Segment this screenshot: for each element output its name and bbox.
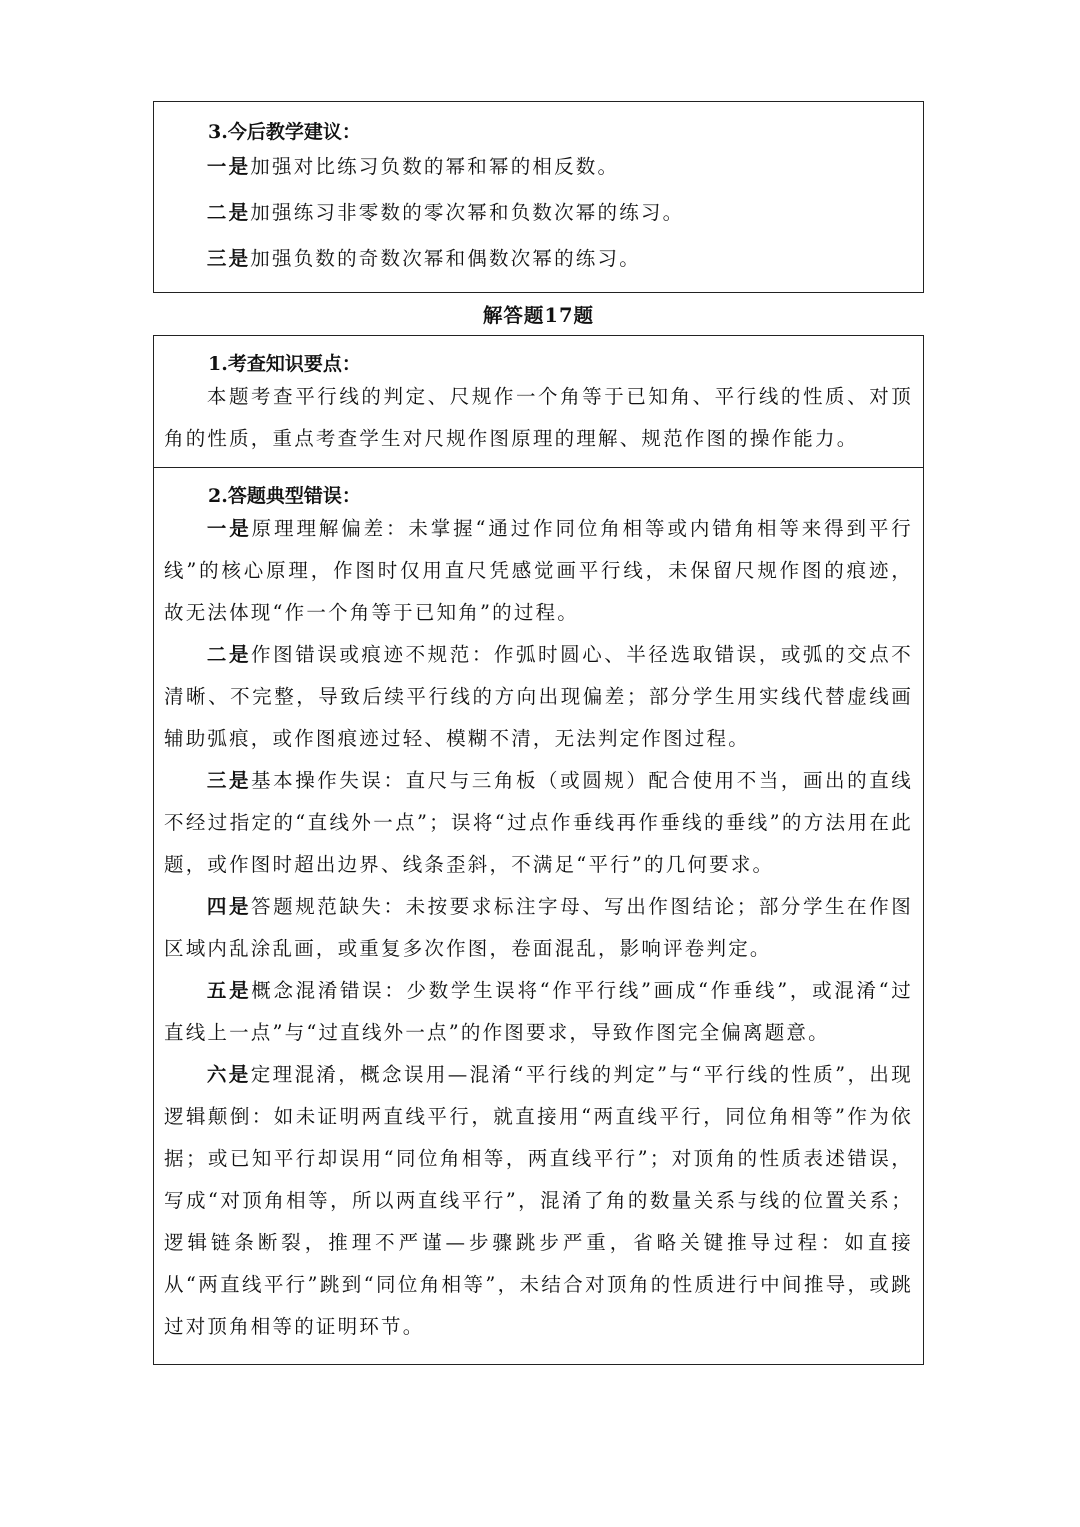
section-heading: 3.今后教学建议： bbox=[208, 121, 361, 143]
knowledge-points-cell bbox=[154, 336, 923, 468]
typical-errors-cell bbox=[154, 468, 923, 1348]
error-item: 五是概念混淆错误：少数学生误将“作平行线”画成“作垂线”，或混淆“过直线上一点”与“过直线外一点”的作图要求，导致作图完全偏离题意。 bbox=[164, 979, 913, 1044]
error-item: 四是答题规范缺失：未按要求标注字母、写出作图结论；部分学生在作图区域内乱涂乱画，或重复多次作图，卷面混乱，影响评卷判定。 bbox=[164, 895, 913, 960]
suggestion-item: 二是加强练习非零数的零次幂和负数次幂的练习。 bbox=[206, 201, 685, 224]
question-caption: 解答题17题 bbox=[482, 304, 595, 327]
error-item: 六是定理混淆，概念误用—混淆“平行线的判定”与“平行线的性质”，出现逻辑颠倒：如未证明两直线平行，就直接用“两直线平行，同位角相等”作为依据；或已知平行却误用“同位角相等，两直线平行”；对顶角的性质表述错误，写成“对顶角相等，所以两直线平行”，混淆了角的数量关系与线的位置关系；逻辑链条断裂，推理不严谨—步骤跳步严重，省略关键推导过程：如直接从“两直线平行”跳到“同位角相等”，未结合对顶角的性质进行中间推导，或跳过对顶角相等的证明环节。 bbox=[164, 1063, 913, 1338]
suggestion-item: 一是加强对比练习负数的幂和幂的相反数。 bbox=[206, 155, 620, 178]
teaching-suggestions-box bbox=[153, 101, 924, 293]
section-heading: 2.答题典型错误： bbox=[208, 485, 361, 507]
error-item: 三是基本操作失误：直尺与三角板（或圆规）配合使用不当，画出的直线不经过指定的“直线外一点”；误将“过点作垂线再作垂线的垂线”的方法用在此题，或作图时超出边界、线条歪斜，不满足“平行”的几何要求。 bbox=[164, 769, 913, 876]
question-analysis-table bbox=[153, 335, 924, 1365]
error-item: 一是原理理解偏差：未掌握“通过作同位角相等或内错角相等来得到平行线”的核心原理，作图时仅用直尺凭感觉画平行线，未保留尺规作图的痕迹，故无法体现“作一个角等于已知角”的过程。 bbox=[164, 517, 913, 624]
section-heading: 1.考查知识要点： bbox=[208, 353, 361, 375]
knowledge-text: 本题考查平行线的判定、尺规作一个角等于已知角、平行线的性质、对顶角的性质，重点考查学生对尺规作图原理的理解、规范作图的操作能力。 bbox=[164, 385, 913, 450]
suggestion-item: 三是加强负数的奇数次幂和偶数次幂的练习。 bbox=[206, 247, 641, 270]
error-item: 二是作图错误或痕迹不规范：作弧时圆心、半径选取错误，或弧的交点不清晰、不完整，导致后续平行线的方向出现偏差；部分学生用实线代替虚线画辅助弧痕，或作图痕迹过轻、模糊不清，无法判定作图过程。 bbox=[164, 643, 913, 750]
